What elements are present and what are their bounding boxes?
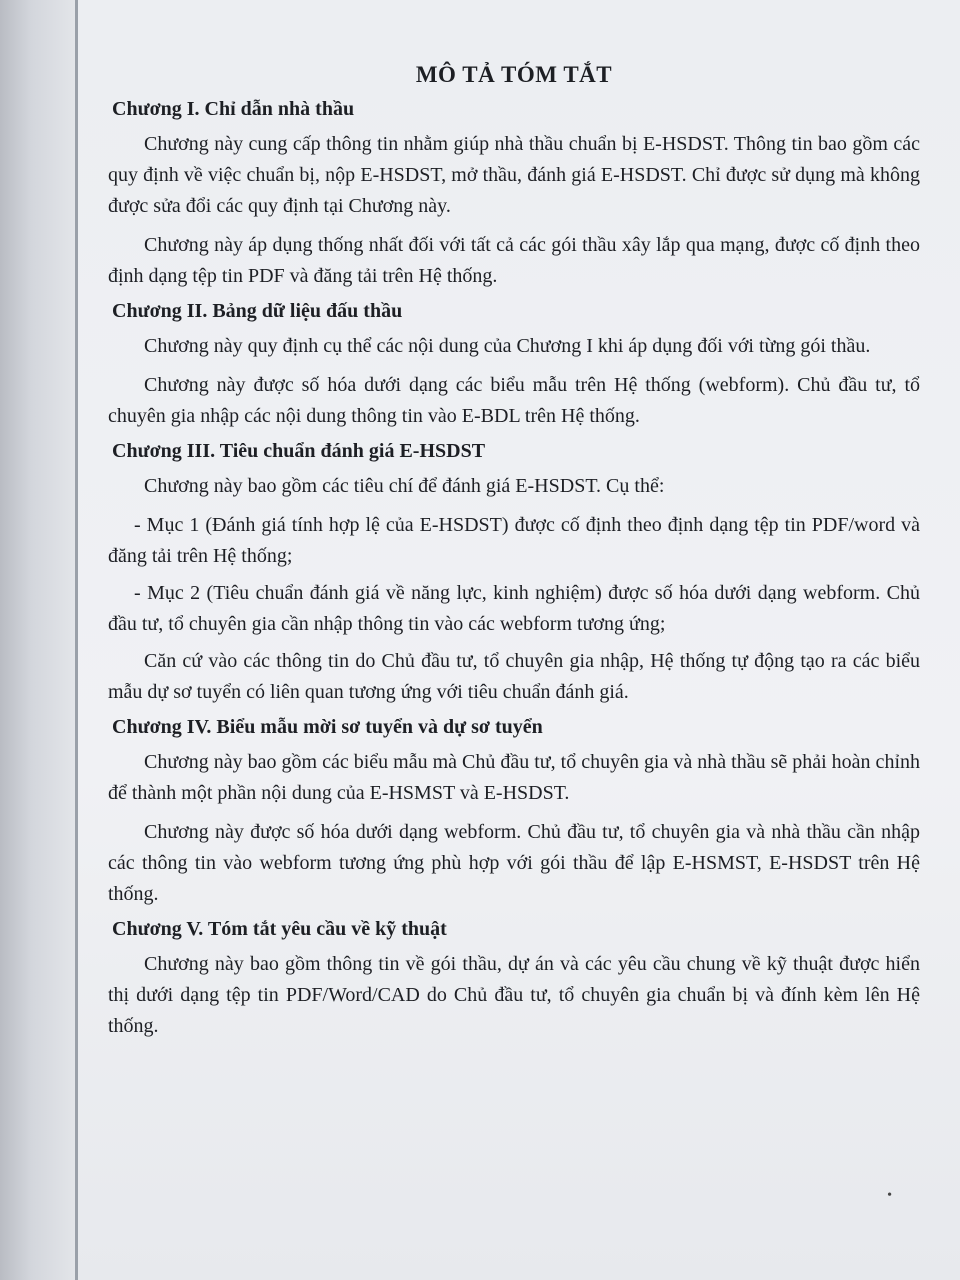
chapter-1 [108,98,920,292]
chapter-3 [108,440,920,708]
chapter-heading: Chương II. Bảng dữ liệu đấu thầu [112,300,403,322]
paragraph: Căn cứ vào các thông tin do Chủ đầu tư, tổ chuyên gia nhập, Hệ thống tự động tạo ra các biểu mẫu dự sơ tuyển có liên quan tương ứng với tiêu chuẩn đánh giá. [108,650,920,703]
paragraph: Chương này được số hóa dưới dạng webform. Chủ đầu tư, tổ chuyên gia và nhà thầu cần nhập các thông tin vào webform tương ứng phù hợp với gói thầu để lập E-HSMST, E-HSDST trên Hệ thống. [108,821,920,905]
book-binding-gutter [0,0,78,1280]
chapter-heading: Chương III. Tiêu chuẩn đánh giá E-HSDST [112,440,486,462]
document-title: MÔ TẢ TÓM TẮT [415,62,613,87]
chapter-2 [108,300,920,432]
paragraph: Chương này cung cấp thông tin nhằm giúp nhà thầu chuẩn bị E-HSDST. Thông tin bao gồm các quy định về việc chuẩn bị, nộp E-HSDST, mở thầu, đánh giá E-HSDST. Chỉ được sử dụng mà không được sửa đổi các quy định tại Chương này. [108,133,920,217]
list-item: - Mục 2 (Tiêu chuẩn đánh giá về năng lực, kinh nghiệm) được số hóa dưới dạng webform. Chủ đầu tư, tổ chuyên gia cần nhập thông tin vào các webform tương ứng; [108,582,920,635]
chapter-4 [108,716,920,910]
chapter-heading: Chương IV. Biểu mẫu mời sơ tuyển và dự sơ tuyển [112,716,543,738]
paragraph: Chương này quy định cụ thể các nội dung của Chương I khi áp dụng đối với từng gói thầu. [144,335,871,357]
paragraph: Chương này áp dụng thống nhất đối với tất cả các gói thầu xây lắp qua mạng, được cố định theo định dạng tệp tin PDF và đăng tải trên Hệ thống. [108,234,920,287]
chapter-heading: Chương V. Tóm tắt yêu cầu về kỹ thuật [112,918,447,940]
chapter-heading: Chương I. Chỉ dẫn nhà thầu [112,98,355,120]
chapter-5 [108,918,920,1042]
paragraph: Chương này được số hóa dưới dạng các biểu mẫu trên Hệ thống (webform). Chủ đầu tư, tổ chuyên gia nhập các nội dung thông tin vào E-BDL trên Hệ thống. [108,374,920,427]
list-item: - Mục 1 (Đánh giá tính hợp lệ của E-HSDST) được cố định theo định dạng tệp tin PDF/word và đăng tải trên Hệ thống; [108,514,920,567]
paragraph: Chương này bao gồm các tiêu chí để đánh giá E-HSDST. Cụ thể: [144,475,665,497]
page-speck: • [887,1188,892,1203]
document-page [78,0,960,1280]
page-content [108,50,920,1050]
paragraph: Chương này bao gồm các biểu mẫu mà Chủ đầu tư, tổ chuyên gia và nhà thầu sẽ phải hoàn chỉnh để thành một phần nội dung của E-HSMST và E-HSDST. [108,751,920,804]
paragraph: Chương này bao gồm thông tin về gói thầu, dự án và các yêu cầu chung về kỹ thuật được hiển thị dưới dạng tệp tin PDF/Word/CAD do Chủ đầu tư, tổ chuyên gia chuẩn bị và đính kèm lên Hệ thống. [108,953,920,1037]
